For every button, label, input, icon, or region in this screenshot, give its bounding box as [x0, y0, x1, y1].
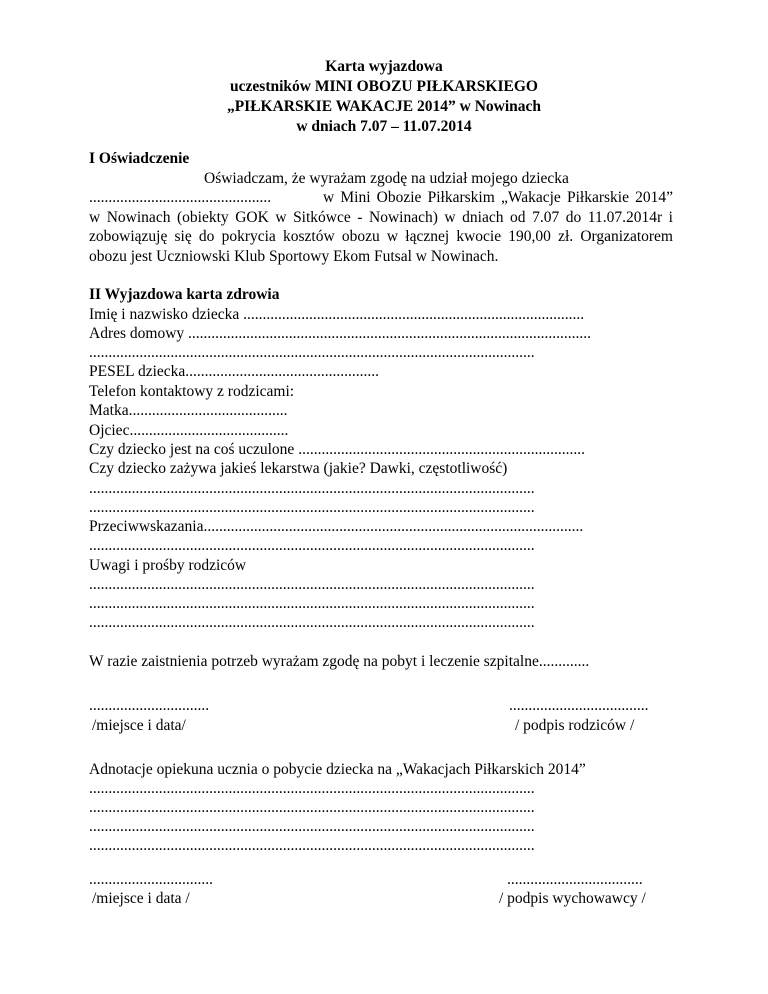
contraindications-row — [89, 517, 673, 536]
contraindications-dots: .................................................................................................. — [203, 518, 584, 535]
address-dots: ........................................................................................................ — [188, 325, 592, 342]
section2-title: II Wyjazdowa karta zdrowia — [89, 286, 280, 303]
father-dots: ......................................... — [129, 422, 289, 439]
child-name-dots: ........................................................................................ — [243, 306, 585, 323]
address-label: Adres domowy — [89, 325, 185, 342]
father-label: Ojciec — [89, 422, 130, 439]
mother-dots: ......................................... — [128, 402, 288, 419]
allergy-dots: .......................................................................... — [298, 441, 585, 458]
signature1-left-dots: ............................... — [89, 697, 210, 714]
mother-label: Matka — [89, 402, 129, 419]
section1-intro: Oświadczam, że wyrażam zgodę na udział mojego dziecka — [204, 170, 569, 187]
address-dots-line2: ................................................................................................................... — [89, 344, 535, 361]
annotations-label: Adnotacje opiekuna ucznia o pobycie dziecka na „Wakacjach Piłkarskich 2014” — [89, 761, 586, 778]
annotations-dots-4: ................................................................................................................... — [89, 837, 535, 854]
phone-label: Telefon kontaktowy z rodzicami: — [89, 383, 295, 400]
annotations-dots-3: ................................................................................................................... — [89, 818, 535, 835]
parent-notes-dots-1: ................................................................................................................... — [89, 576, 535, 593]
allergy-label: Czy dziecko jest na coś uczulone — [89, 441, 295, 458]
child-name-row — [89, 305, 584, 325]
meds-dots-1: ................................................................................................................... — [89, 480, 535, 497]
signature2-right-dots: ................................... — [507, 871, 643, 888]
annotations-dots-2: ................................................................................................................... — [89, 799, 535, 816]
header-dates: w dniach 7.07 – 11.07.2014 — [296, 118, 472, 135]
allergy-row — [89, 440, 585, 460]
address-row — [89, 324, 673, 343]
parent-notes-dots-2: ................................................................................................................... — [89, 595, 535, 612]
contraindications-dots-2: ................................................................................................................... — [89, 537, 535, 554]
header-title: Karta wyjazdowa — [325, 58, 443, 75]
section1-body: w Mini Obozie Piłkarskim „Wakacje Piłkarskie 2014” w Nowinach (obiekty GOK w Sitkówce - Nowinach) w dniach od 7.07 do 11.07.2014r i zobowiązuję się do pokrycia kosztów obozu w łącznej kwocie 190,00 zł. Organizatorem obozu jest Uczniowski Klub Sportowy Ekom Futsal w Nowinach. — [89, 189, 673, 265]
signature1-right-dots: .................................... — [509, 697, 649, 714]
signature2-left-dots: ................................ — [89, 871, 213, 888]
section1-child-name-dots: ............................................... — [89, 189, 272, 206]
section1-title: I Oświadczenie — [89, 150, 190, 167]
contraindications-label: Przeciwwskazania — [89, 518, 204, 535]
mother-row — [89, 401, 287, 421]
parent-notes-dots-3: ................................................................................................................... — [89, 614, 535, 631]
annotations-dots-1: ................................................................................................................... — [89, 780, 535, 797]
signature2-left-caption: /miejsce i data / — [92, 890, 190, 907]
signature2-right-caption: / podpis wychowawcy / — [499, 890, 646, 907]
pesel-dots: .................................................. — [185, 363, 380, 380]
father-row — [89, 421, 288, 441]
signature1-left-caption: /miejsce i data/ — [92, 717, 186, 734]
pesel-label: PESEL dziecka — [89, 363, 186, 380]
header-subtitle: uczestników MINI OBOZU PIŁKARSKIEGO — [230, 78, 538, 95]
parent-notes-label: Uwagi i prośby rodziców — [89, 557, 247, 574]
meds-dots-2: ................................................................................................................... — [89, 499, 535, 516]
pesel-row — [89, 362, 379, 382]
child-name-label: Imię i nazwisko dziecka — [89, 306, 240, 323]
meds-label: Czy dziecko zażywa jakieś lekarstwa (jakie? Dawki, częstotliwość) — [89, 460, 508, 477]
header-event-name: „PIŁKARSKIE WAKACJE 2014” w Nowinach — [226, 98, 542, 115]
hospital-consent: W razie zaistnienia potrzeb wyrażam zgodę na pobyt i leczenie szpitalne............. — [89, 653, 590, 670]
signature1-right-caption: / podpis rodziców / — [515, 717, 635, 734]
